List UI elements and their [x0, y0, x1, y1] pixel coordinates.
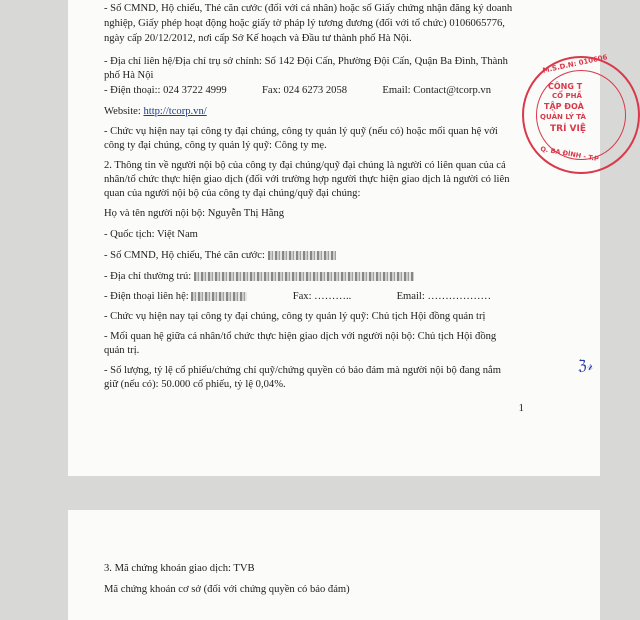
address-line [104, 270, 414, 283]
text-line: giữ (nếu có): 50.000 cổ phiếu, tỷ lệ 0,04%. [104, 379, 286, 390]
email-placeholder: Email: ……………… [396, 291, 492, 302]
text-line: nghiệp, Giấy phép hoạt động hoặc giấy tờ pháp lý tương đương (đối với tổ chức) 0106065776, [104, 18, 505, 29]
email-label: Email: [382, 85, 414, 96]
nationality: - Quốc tịch: Việt Nam [104, 229, 198, 240]
redacted-id [268, 251, 336, 260]
contact-label: - Điện thoại liên hệ: [104, 291, 189, 302]
text-line: 2. Thông tin về người nội bộ của công ty đại chúng/quỹ đại chúng là người có liên quan của cá [104, 160, 506, 171]
phone-line [104, 84, 491, 97]
website-line [104, 105, 207, 118]
text-line: nhân/tổ chức thực hiện giao dịch (đối với trường hợp người thực hiện giao dịch là người có liên [104, 174, 510, 185]
redacted-phone [191, 292, 247, 301]
seal-text: CÔNG T [548, 82, 583, 91]
text-line: 3. Mã chứng khoán giao dịch: TVB [104, 563, 255, 574]
phone-text: - Điện thoại:: 024 3722 4999 [104, 85, 227, 96]
document-page-1 [68, 0, 609, 476]
fax-placeholder: Fax: ……….. [292, 291, 352, 302]
id-line [104, 249, 336, 262]
website-label: Website: [104, 106, 144, 117]
page-number: 1 [518, 402, 524, 414]
text-line: quan của người nội bộ của công ty đại chúng/quỹ đại chúng: [104, 188, 361, 199]
handwritten-signature: ℨ𝓇 [578, 358, 593, 374]
text-line: - Chức vụ hiện nay tại công ty đại chúng, công ty quản lý quỹ (nếu có) hoặc mối quan hệ với [104, 126, 498, 137]
id-label: - Số CMND, Hộ chiếu, Thẻ căn cước: [104, 250, 265, 261]
address-label: - Địa chỉ thường trú: [104, 271, 192, 282]
contact-line [104, 290, 491, 303]
text-line: - Chức vụ hiện nay tại công ty đại chúng, công ty quản lý quỹ: Chủ tịch Hội đồng quản trị [104, 311, 486, 322]
seal-text: TẬP ĐOÀ [544, 102, 584, 111]
text-line: - Địa chỉ liên hệ/Địa chỉ trụ sở chính: Số 142 Đội Cấn, Phường Đội Cấn, Quận Ba Đình, Thành [104, 56, 508, 67]
email-value: Contact@tcorp.vn [413, 85, 491, 96]
seal-rim-text: Q. BA ĐÌNH - T.P [539, 144, 600, 164]
text-line: - Mối quan hệ giữa cá nhân/tổ chức thực hiện giao dịch với người nội bộ: Chủ tịch Hội đồng [104, 331, 497, 342]
document-page-2 [68, 510, 600, 620]
insider-name: Họ và tên người nội bộ: Nguyễn Thị Hằng [104, 208, 285, 219]
seal-text: TRÍ VIỆ [550, 124, 587, 134]
company-seal [522, 53, 640, 174]
text-line: quản trị. [104, 345, 140, 356]
text-line: ngày cấp 20/12/2012, nơi cấp Sở Kế hoạch và Đầu tư thành phố Hà Nội. [104, 33, 412, 44]
website-link[interactable]: http://tcorp.vn/ [143, 106, 207, 117]
fax-text: Fax: 024 6273 2058 [262, 85, 348, 96]
text-line: công ty đại chúng, công ty quản lý quỹ: Công ty mẹ. [104, 140, 327, 151]
text-line: - Số CMND, Hộ chiếu, Thẻ căn cước (đối với cá nhân) hoặc số Giấy chứng nhận đăng ký doanh [104, 3, 513, 14]
redacted-address [194, 272, 414, 281]
seal-rim-text: M.S.D.N: 010606 [541, 53, 609, 75]
text-line: - Số lượng, tỷ lệ cổ phiếu/chứng chỉ quỹ/chứng quyền có bảo đảm mà người nội bộ đang nắm [104, 365, 501, 376]
text-line: Mã chứng khoán cơ sở (đối với chứng quyền có bảo đảm) [104, 584, 350, 595]
seal-text: CỔ PHẦ [552, 92, 582, 100]
text-line: phố Hà Nội [104, 70, 154, 81]
seal-text: QUẢN LÝ TÀ [540, 113, 586, 121]
